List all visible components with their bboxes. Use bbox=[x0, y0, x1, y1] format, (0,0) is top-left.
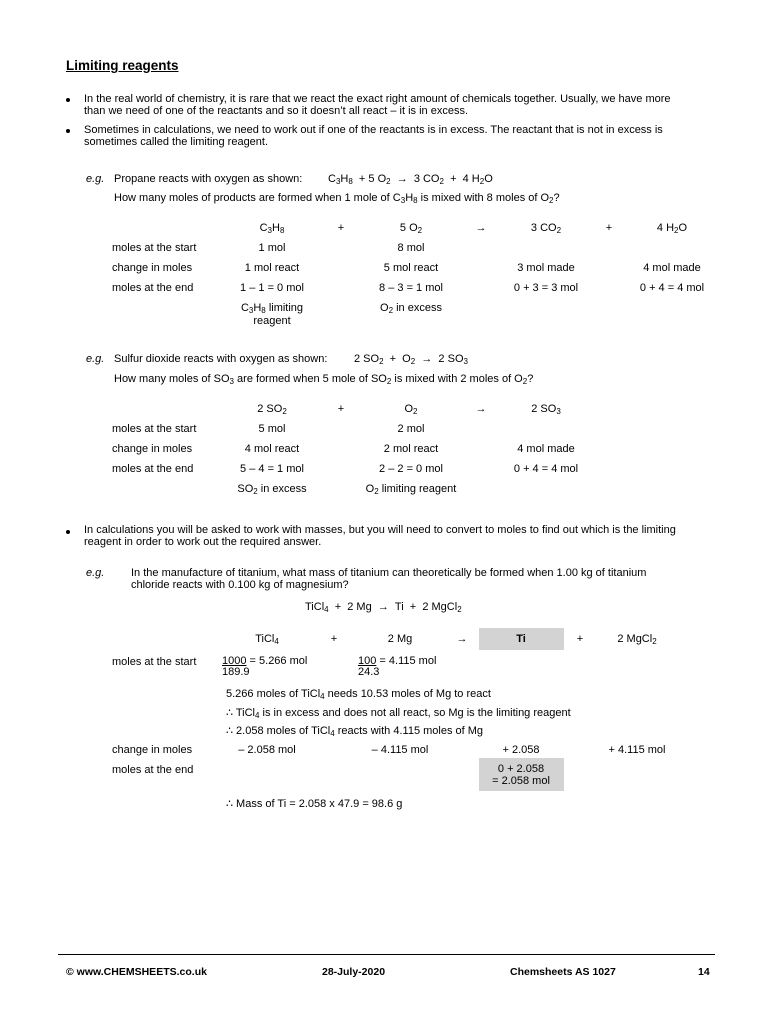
paragraph-line: In the real world of chemistry, it is rare that we react the exact right amount of chemicals together. Usually, we have more bbox=[84, 93, 671, 105]
cell: 1 mol react bbox=[244, 262, 300, 274]
cell: + 4.115 mol bbox=[608, 744, 666, 756]
example2-equation: 2 $SO_2 + O_2 \to 2$ $SO_3$ bbox=[354, 353, 468, 366]
row-label-change: change in moles bbox=[112, 262, 193, 274]
row-label-change: change in moles bbox=[112, 443, 193, 455]
cell: 5 mol react bbox=[383, 262, 439, 274]
footer-code: Chemsheets AS 1027 bbox=[510, 966, 616, 978]
bullet-paragraph-3 bbox=[84, 524, 712, 548]
paragraph-line: In calculations you will be asked to work with masses, but you will need to convert to moles to find out which is the limiting bbox=[84, 524, 676, 536]
cell: 8 mol bbox=[397, 242, 425, 254]
cell: 0 + 4 = 4 mol bbox=[639, 282, 705, 294]
bullet-icon bbox=[66, 129, 70, 133]
example-marker: e.g. bbox=[86, 567, 105, 579]
example1-equation: $C_3H_8 + 5$ $O_2 \to 3$ $CO_2 + 4$ $H_2O$ bbox=[328, 173, 493, 186]
cell: 4 mol made bbox=[517, 443, 575, 455]
paragraph-line: Sometimes in calculations, we need to work out if one of the reactants is in excess. The reactant that is not in excess is bbox=[84, 124, 663, 136]
species-mg: 2 Mg bbox=[387, 633, 413, 645]
cell: 2 mol react bbox=[383, 443, 439, 455]
paragraph-line: than we need of one of the reactants and so it doesn’t all react – it is in excess. bbox=[84, 105, 469, 117]
plus-sign: + bbox=[605, 222, 613, 234]
row-label-end: moles at the end bbox=[112, 282, 194, 294]
example1-question: How many moles of products are formed when 1 mole of $C_3H_8$ is mixed with 8 moles of $O_2$? bbox=[114, 192, 560, 205]
cell: 0 + 3 = 3 mol bbox=[513, 282, 579, 294]
species-co2: 3 $CO_2$ bbox=[530, 222, 562, 235]
cell: 2 mol bbox=[397, 423, 425, 435]
fraction-numerator: 100 bbox=[358, 655, 377, 667]
cell: + 2.058 bbox=[502, 744, 540, 756]
cell: 5 mol bbox=[258, 423, 286, 435]
example1-intro: Propane reacts with oxygen as shown: bbox=[114, 173, 303, 185]
cell: 3 mol made bbox=[517, 262, 575, 274]
fraction-result: = 5.266 mol bbox=[246, 655, 308, 667]
species-oxygen: 5 $O_2$ bbox=[399, 222, 423, 235]
cell: 1 – 1 = 0 mol bbox=[240, 282, 304, 294]
cell: 5 – 4 = 1 mol bbox=[240, 463, 304, 475]
fraction-denominator: 24.3 bbox=[358, 666, 380, 678]
plus-sign: + bbox=[337, 403, 345, 415]
bullet-paragraph-2 bbox=[84, 124, 712, 148]
plus-sign: + bbox=[337, 222, 345, 234]
plus-sign: + bbox=[576, 633, 584, 645]
species-o2: $O_2$ bbox=[404, 403, 418, 416]
example2-intro: Sulfur dioxide reacts with oxygen as shown: bbox=[114, 353, 328, 365]
fraction-denominator: 189.9 bbox=[222, 666, 250, 678]
footer-date: 28-July-2020 bbox=[322, 966, 386, 978]
working-line-3: ∴ 2.058 moles of TiCl$_4$ reacts with 4.115 moles of Mg bbox=[226, 725, 484, 738]
reaction-arrow: → bbox=[475, 222, 487, 234]
excess-note: $O_2$ in excess bbox=[380, 302, 442, 315]
final-answer: ∴ Mass of Ti = 2.058 x 47.9 = 98.6 g bbox=[226, 798, 403, 810]
example-marker: e.g. bbox=[86, 173, 105, 185]
footer-divider bbox=[58, 954, 715, 955]
species-ticl4: TiCl$_4$ bbox=[255, 633, 279, 646]
cell: – 2.058 mol bbox=[238, 744, 296, 756]
example3-question-line1: In the manufacture of titanium, what mass of titanium can theoretically be formed when 1.00 kg of titanium bbox=[131, 567, 647, 579]
paragraph-line: sometimes called the limiting reagent. bbox=[84, 136, 269, 148]
row-label-end: moles at the end bbox=[112, 463, 194, 475]
fraction-result: = 4.115 mol bbox=[376, 655, 437, 667]
cell: 1 mol bbox=[258, 242, 286, 254]
row-label-start: moles at the start bbox=[112, 423, 197, 435]
cell: 0 + 4 = 4 mol bbox=[513, 463, 579, 475]
example2-question: How many moles of $SO_3$ are formed when 5 mole of $SO_2$ is mixed with 2 moles of $O_2$? bbox=[114, 373, 534, 386]
moles-fraction-ticl4 bbox=[222, 656, 307, 678]
paragraph-line: reagent in order to work out the required answer. bbox=[84, 536, 322, 548]
bullet-paragraph-1 bbox=[84, 93, 712, 117]
page-title: Limiting reagents bbox=[66, 58, 179, 73]
working-line-2: ∴ TiCl$_4$ is in excess and does not all react, so Mg is the limiting reagent bbox=[226, 707, 571, 720]
bullet-icon bbox=[66, 98, 70, 102]
cell: = 2.058 mol bbox=[492, 775, 550, 787]
species-water: 4 $H_2O$ bbox=[656, 222, 688, 235]
species-propane: $C_3H_8$ bbox=[259, 222, 285, 235]
bullet-icon bbox=[66, 530, 70, 534]
reaction-arrow: → bbox=[456, 633, 468, 645]
example-marker: e.g. bbox=[86, 353, 105, 365]
limiting-note: $C_3H_8$ limiting reagent bbox=[240, 302, 304, 327]
footer-website: © www.CHEMSHEETS.co.uk bbox=[66, 966, 207, 978]
reaction-arrow: → bbox=[475, 403, 487, 415]
example3-question-line2: chloride reacts with 0.100 kg of magnesium? bbox=[131, 579, 349, 591]
species-so2: 2 $SO_2$ bbox=[257, 403, 287, 416]
cell: – 4.115 mol bbox=[371, 744, 429, 756]
plus-sign: + bbox=[330, 633, 338, 645]
page-number: 14 bbox=[698, 966, 710, 978]
row-label-start: moles at the start bbox=[112, 242, 197, 254]
cell: 0 + 2.058 bbox=[497, 763, 545, 775]
species-so3: 2 $SO_3$ bbox=[531, 403, 561, 416]
row-label-start: moles at the start bbox=[112, 656, 197, 668]
fraction-numerator: 1000 bbox=[222, 655, 247, 667]
cell: 4 mol made bbox=[643, 262, 701, 274]
moles-fraction-mg bbox=[358, 656, 436, 678]
cell: 8 – 3 = 1 mol bbox=[379, 282, 443, 294]
cell: 4 mol react bbox=[244, 443, 300, 455]
excess-note: $SO_2$ in excess bbox=[237, 483, 307, 496]
limiting-note: $O_2$ limiting reagent bbox=[365, 483, 457, 496]
row-label-change: change in moles bbox=[112, 744, 193, 756]
row-label-end: moles at the end bbox=[112, 764, 194, 776]
example3-equation: TiCl$_4$ + 2 Mg → Ti + 2 MgCl$_2$ bbox=[305, 601, 462, 614]
species-mgcl2: 2 MgCl$_2$ bbox=[617, 633, 657, 646]
cell: 2 – 2 = 0 mol bbox=[379, 463, 443, 475]
species-ti: Ti bbox=[516, 633, 526, 645]
working-line-1: 5.266 moles of TiCl$_4$ needs 10.53 moles of Mg to react bbox=[226, 688, 491, 701]
